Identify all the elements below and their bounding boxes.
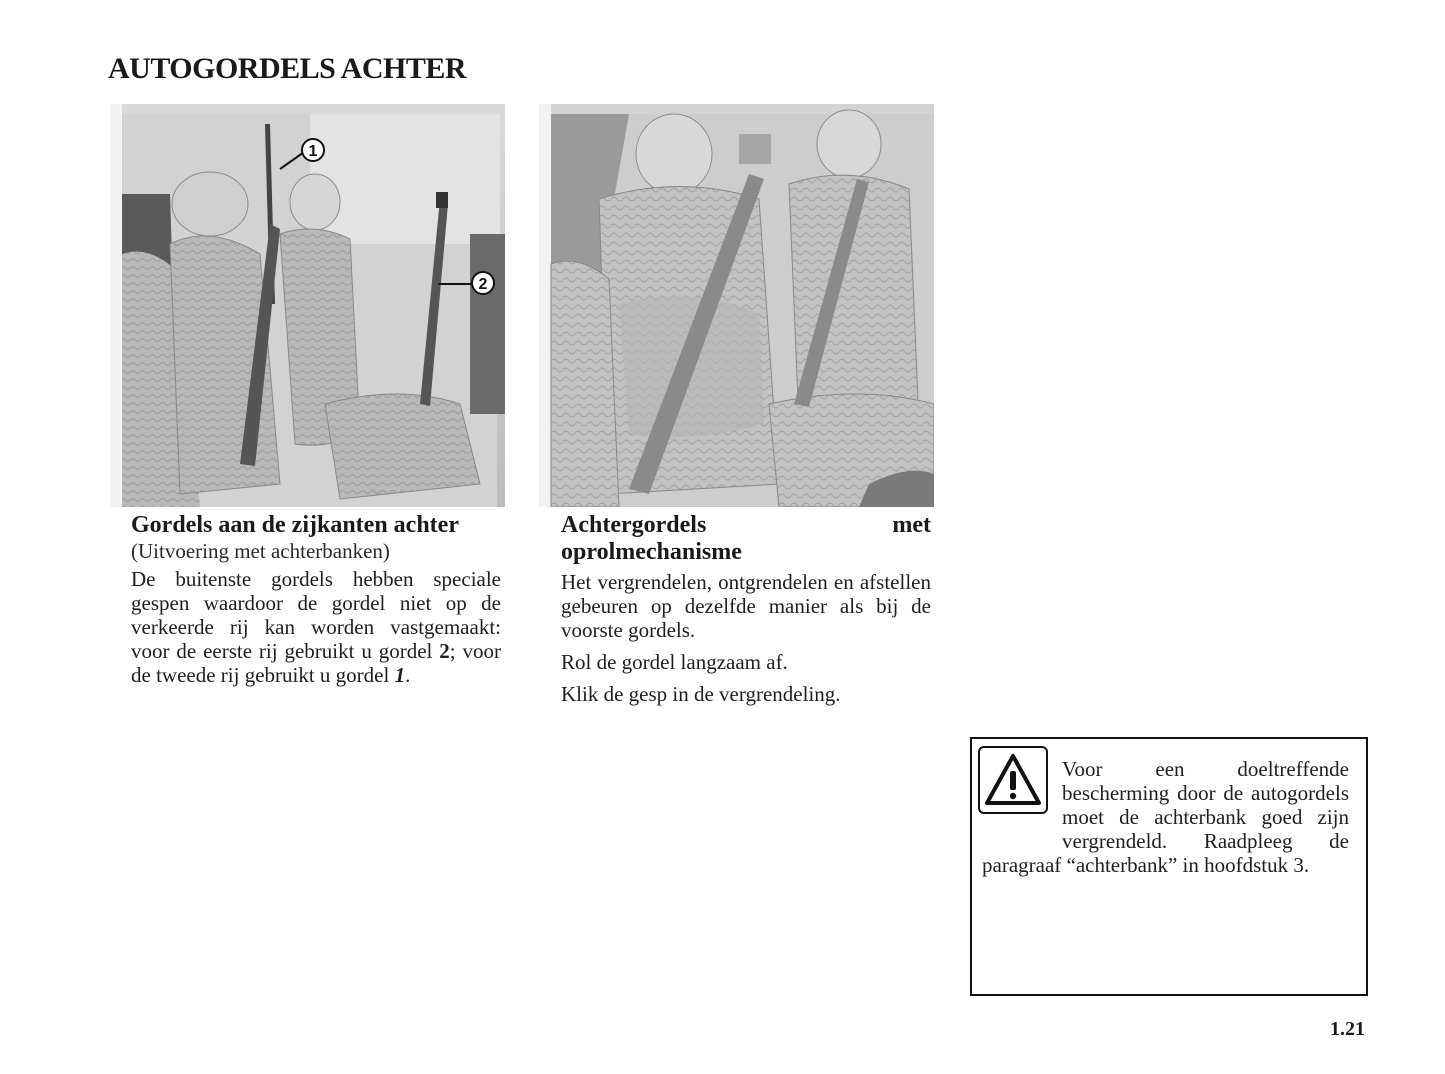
paragraph-text: . [405,663,411,687]
retractor-belts-paragraph-3: Klik de gesp in de vergrendeling. [561,682,841,706]
photo-side-rear-belts [110,104,505,507]
callout-2-label: 2 [478,276,488,293]
retractor-belts-section [561,512,931,706]
side-rear-belts-paragraph [131,567,501,687]
warning-box [970,737,1368,996]
photo-retractor-belts [539,104,934,507]
paragraph-text: De buitenste gordels hebben speciale gespen waardoor de gordel niet op de verkeerde rij kan worden vastgemaakt: voor de eerste rij gebruikt u gordel [131,567,501,663]
side-rear-belts-subheading: (Uitvoering met achterbanken) [131,539,390,563]
belt-2-ref: 2 [439,639,450,663]
page-title: AUTOGORDELS ACHTER [108,52,467,85]
retractor-belts-paragraph-1: Het vergrendelen, ontgrendelen en afstellen gebeuren op dezelfde manier als bij de voorste gordels. [561,570,931,642]
callout-1-label: 1 [308,143,318,160]
paragraph-text: ; voor de tweede rij gebruikt u gordel [131,639,501,687]
page-number: 1.21 [1330,1018,1365,1040]
side-rear-belts-heading: Gordels aan de zijkanten achter [131,512,459,538]
side-rear-belts-section [131,512,501,687]
warning-text-block [982,757,1349,877]
retractor-belts-paragraph-2: Rol de gordel langzaam af. [561,650,788,674]
belt-1-ref: 1 [394,663,406,687]
retractor-belts-heading: Achtergordels met oprolmechanisme [561,512,931,565]
warning-text: Voor een doeltreffende bescherming door de autogordels moet de achterbank goed zijn vergrendeld. Raadpleeg de paragraaf “achterbank” in hoofdstuk 3. [982,757,1349,877]
